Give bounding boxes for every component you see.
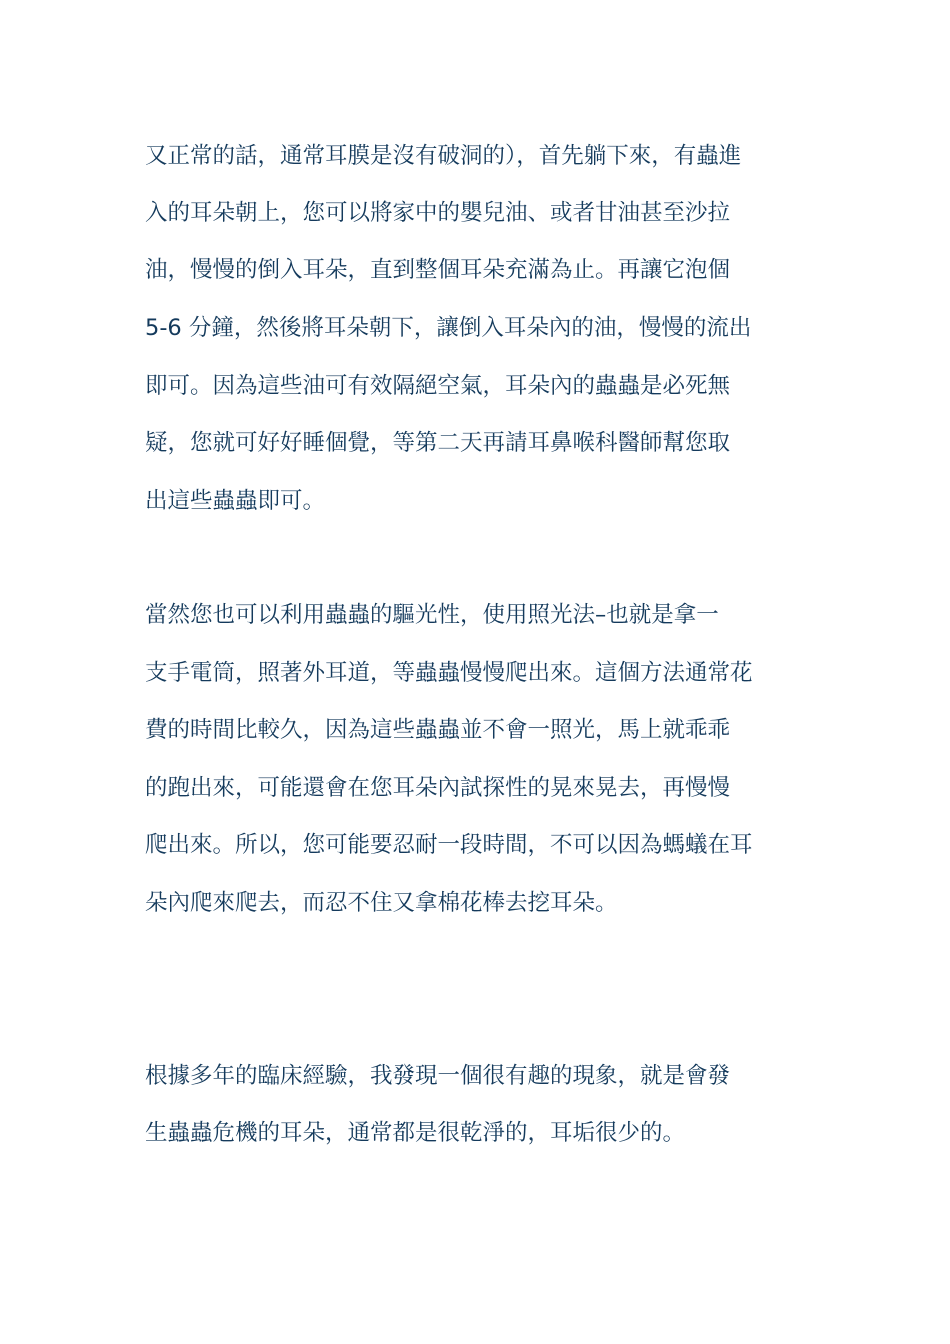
text-line: 5-6 分鐘，然後將耳朵朝下，讓倒入耳朵內的油，慢慢的流出 (145, 315, 752, 341)
text-line: 生蟲蟲危機的耳朵，通常都是很乾淨的，耳垢很少的。 (145, 1120, 686, 1146)
text-line: 入的耳朵朝上，您可以將家中的嬰兒油、或者甘油甚至沙拉 (145, 200, 731, 226)
text-line: 當然您也可以利用蟲蟲的驅光性，使用照光法–也就是拿一 (145, 602, 719, 628)
text-line: 出這些蟲蟲即可。 (145, 488, 326, 514)
text-line: 費的時間比較久，因為這些蟲蟲並不會一照光，馬上就乖乖 (145, 717, 731, 743)
text-line: 疑，您就可好好睡個覺，等第二天再請耳鼻喉科醫師幫您取 (145, 430, 731, 456)
text-line: 的跑出來，可能還會在您耳朵內試探性的晃來晃去，再慢慢 (145, 775, 731, 801)
text-line: 油，慢慢的倒入耳朵，直到整個耳朵充滿為止。再讓它泡個 (145, 257, 731, 283)
text-line: 支手電筒，照著外耳道，等蟲蟲慢慢爬出來。這個方法通常花 (145, 660, 753, 686)
text-line: 根據多年的臨床經驗，我發現一個很有趣的現象，就是會發 (145, 1063, 731, 1089)
text-line: 爬出來。所以，您可能要忍耐一段時間，不可以因為螞蟻在耳 (145, 832, 753, 858)
text-line: 朵內爬來爬去，而忍不住又拿棉花棒去挖耳朵。 (145, 890, 618, 916)
text-line: 又正常的話，通常耳膜是沒有破洞的），首先躺下來，有蟲進 (145, 143, 742, 169)
text-line: 即可。因為這些油可有效隔絕空氣，耳朵內的蟲蟲是必死無 (145, 373, 731, 399)
